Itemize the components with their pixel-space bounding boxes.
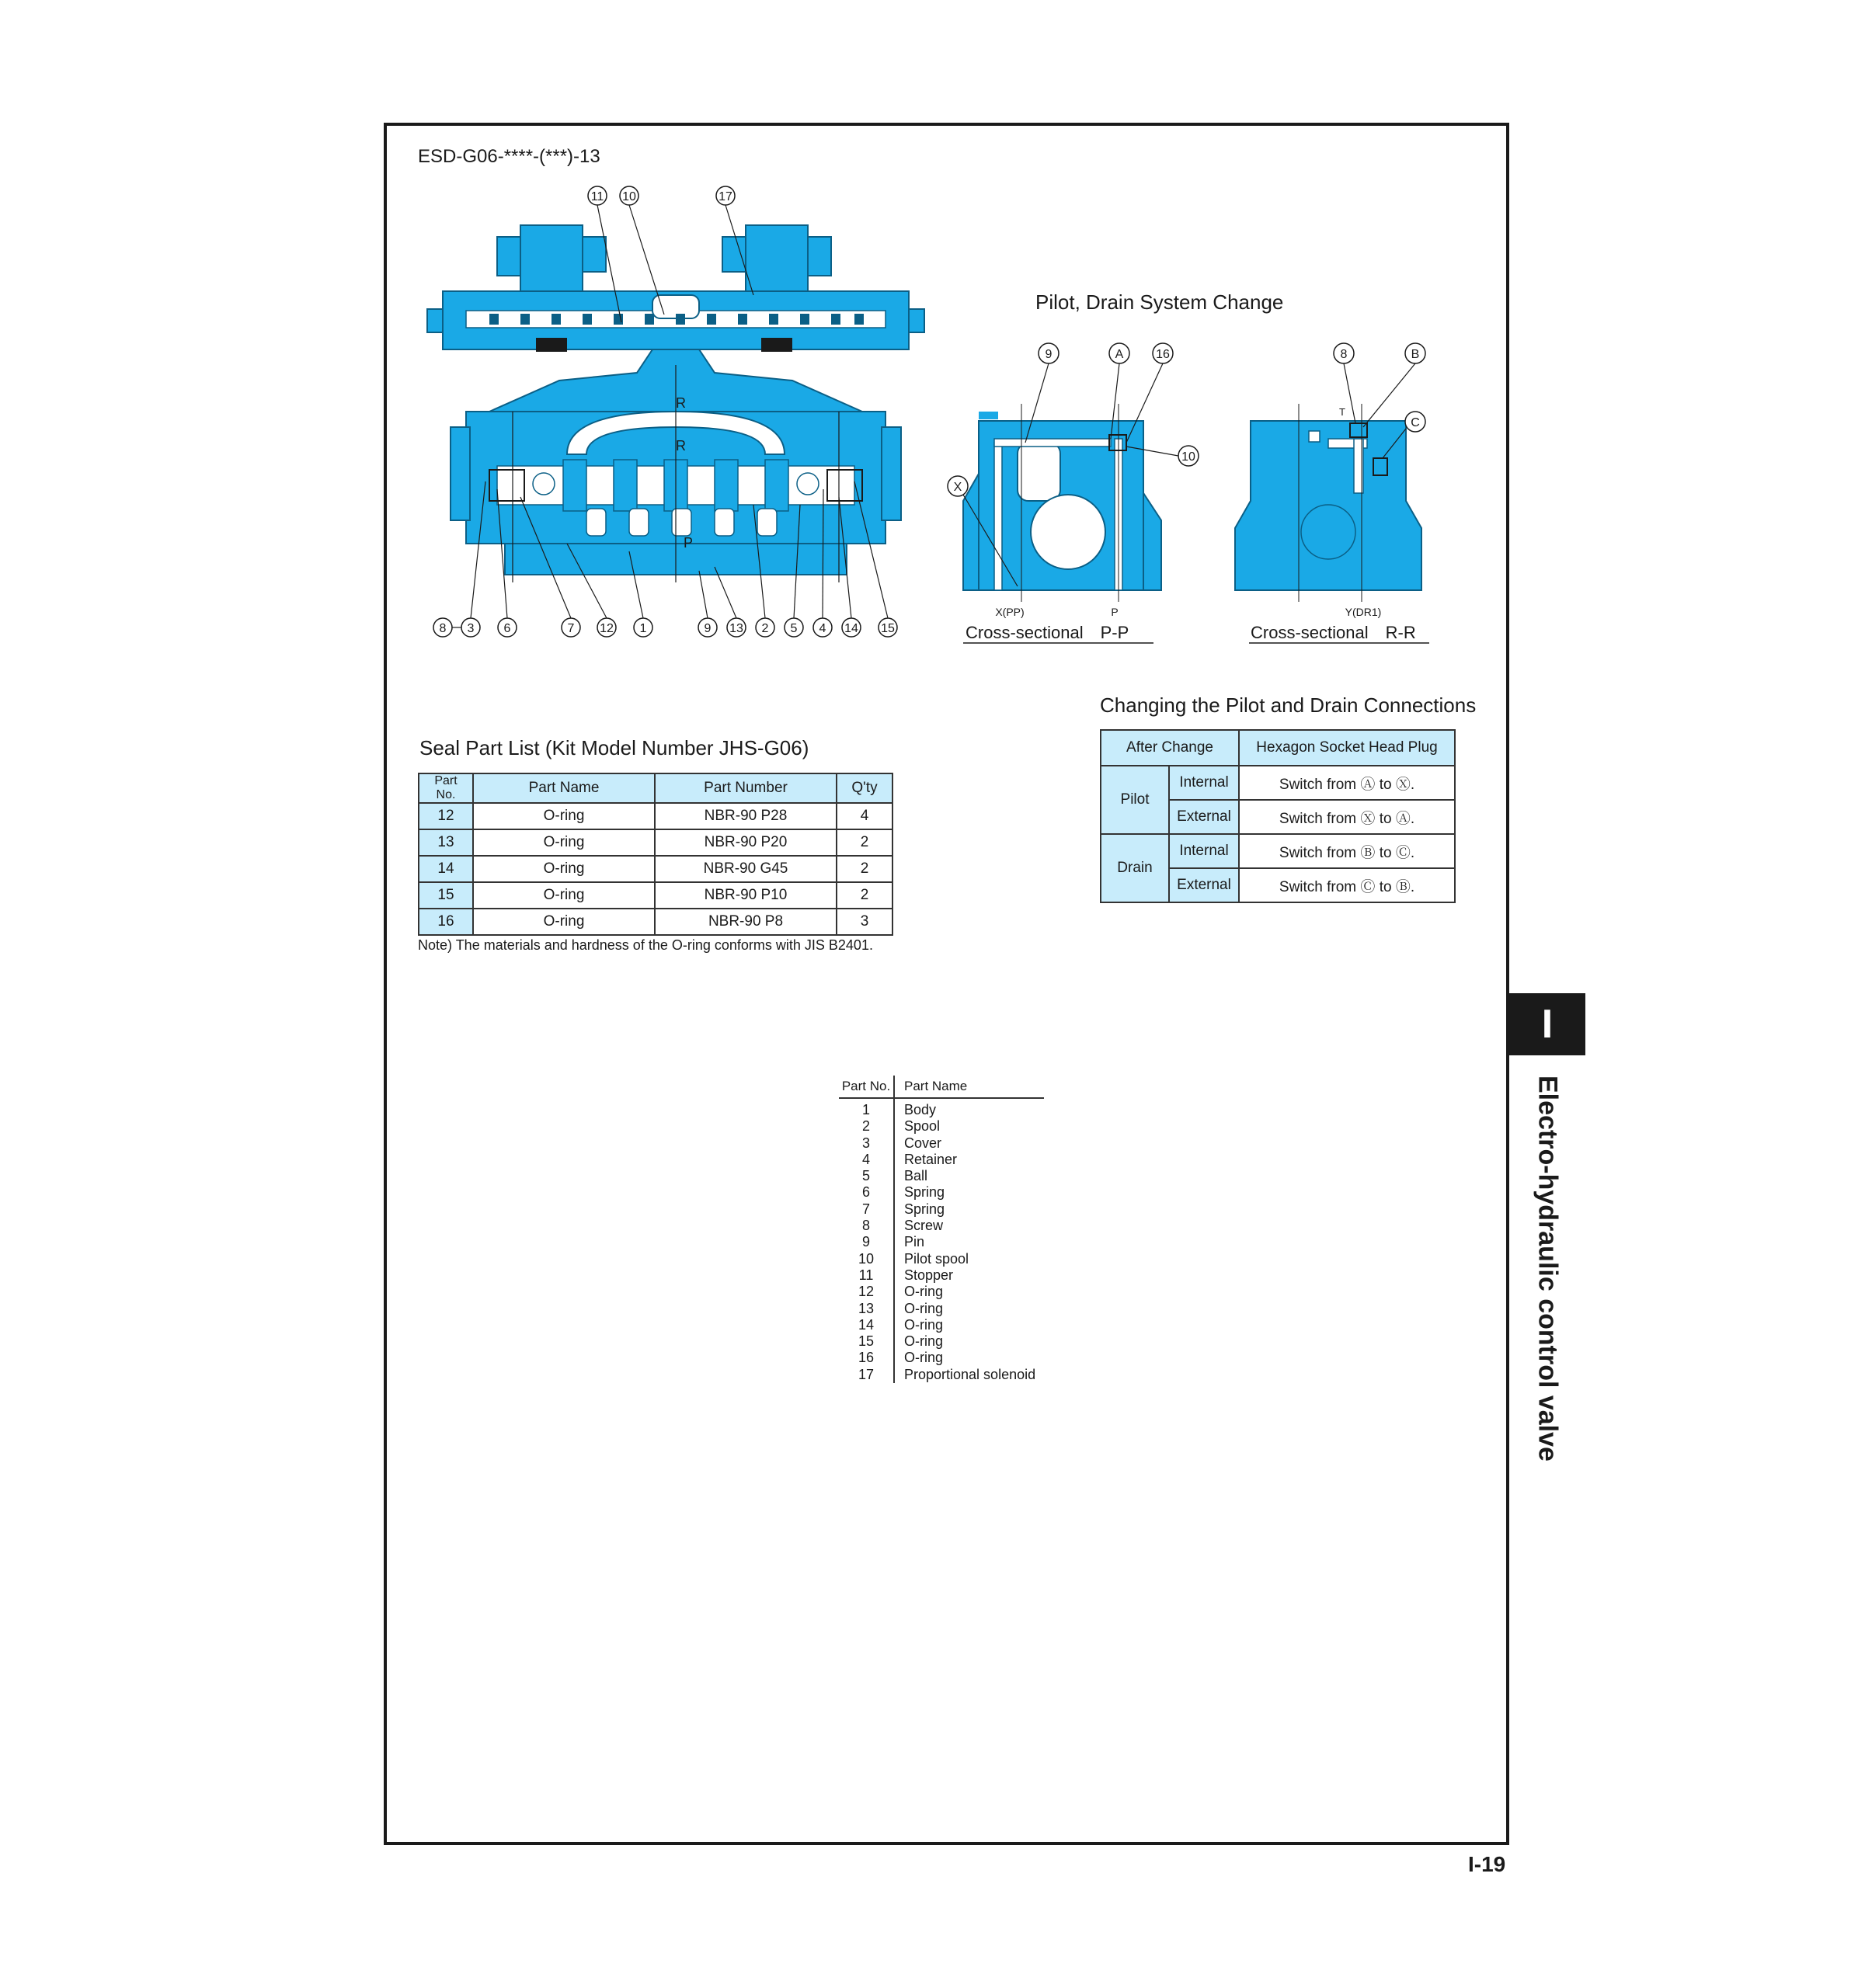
connections-drain-internal-action: Switch from Ⓑ to Ⓒ.	[1239, 834, 1455, 868]
callout-3: 3	[467, 622, 475, 635]
list-item	[839, 1152, 1044, 1168]
seal-cell: 3	[837, 909, 892, 935]
seal-cell: NBR-90 G45	[655, 856, 837, 882]
list-item	[839, 1201, 1044, 1218]
page-number: I-19	[1468, 1852, 1506, 1876]
list-item	[839, 1118, 1044, 1135]
part-name: Cover	[904, 1135, 942, 1151]
part-name: Spool	[904, 1118, 941, 1135]
part-name: Pin	[904, 1234, 925, 1250]
parts-list	[839, 1076, 1044, 1383]
part-no: 1	[839, 1099, 895, 1118]
solenoid-left	[497, 225, 606, 291]
callout-6: 6	[503, 622, 511, 635]
rr-callout-c: C	[1411, 416, 1420, 429]
chapter-tab: I	[1509, 993, 1585, 1055]
part-no: 2	[839, 1118, 895, 1135]
part-name: Spring	[904, 1184, 945, 1201]
pp-callout-16: 16	[1156, 348, 1170, 361]
rr-caption: Cross-sectional R-R	[1251, 623, 1416, 642]
connections-drain-external: External	[1169, 868, 1239, 902]
parts-header-name: Part Name	[904, 1079, 968, 1093]
seal-cell: 16	[419, 909, 473, 935]
chapter-tab-label	[1516, 1076, 1578, 1461]
list-item	[839, 1284, 1044, 1300]
seal-cell: NBR-90 P8	[655, 909, 837, 935]
callout-5: 5	[790, 622, 798, 635]
seal-cell: 13	[419, 829, 473, 856]
list-item	[839, 1350, 1044, 1366]
callout-15: 15	[881, 622, 895, 635]
table-row	[419, 882, 892, 909]
section-mark-p: P	[684, 535, 694, 551]
part-name: Pilot spool	[904, 1250, 969, 1267]
rr-port-ydr1: Y(DR1)	[1345, 606, 1382, 618]
part-no: 5	[839, 1168, 895, 1184]
part-no: 11	[839, 1267, 895, 1284]
callouts-bottom	[433, 618, 897, 637]
part-name: Retainer	[904, 1151, 958, 1167]
table-row	[419, 856, 892, 882]
seal-cell: NBR-90 P10	[655, 882, 837, 909]
seal-cell: 2	[837, 882, 892, 909]
section-pp-diagram	[963, 404, 1161, 602]
part-name: Proportional solenoid	[904, 1366, 1036, 1382]
seal-cell: 12	[419, 803, 473, 829]
callouts-top	[588, 186, 735, 205]
seal-cell: 15	[419, 882, 473, 909]
list-item	[839, 1234, 1044, 1250]
seal-cell: 14	[419, 856, 473, 882]
connections-group-pilot: Pilot	[1101, 766, 1169, 834]
list-item	[839, 1135, 1044, 1152]
part-name: O-ring	[904, 1284, 944, 1300]
connections-title: Changing the Pilot and Drain Connections	[1100, 693, 1477, 717]
part-no: 9	[839, 1234, 895, 1250]
part-name: O-ring	[904, 1333, 944, 1350]
callout-4: 4	[819, 622, 826, 635]
section-mark-r-lower: R	[676, 438, 686, 454]
list-item	[839, 1184, 1044, 1201]
part-name: Screw	[904, 1218, 944, 1234]
seal-cell: NBR-90 P28	[655, 803, 837, 829]
seal-cell: 2	[837, 856, 892, 882]
list-item	[839, 1367, 1044, 1383]
list-item	[839, 1251, 1044, 1267]
connections-table	[1100, 729, 1456, 903]
seal-cell: O-ring	[473, 829, 655, 856]
callout-13: 13	[729, 622, 743, 635]
part-name: Body	[904, 1102, 937, 1117]
callout-17: 17	[719, 190, 732, 203]
connections-header-after-change: After Change	[1101, 730, 1239, 766]
pp-callout-a: A	[1115, 348, 1124, 361]
pp-caption: Cross-sectional P-P	[966, 623, 1129, 642]
part-no: 16	[839, 1350, 895, 1366]
section-rr-diagram	[1235, 404, 1421, 602]
part-no: 15	[839, 1333, 895, 1350]
rr-port-t: T	[1339, 406, 1345, 418]
seal-header-qty: Q'ty	[837, 773, 892, 803]
seal-note: Note) The materials and hardness of the O-ring conforms with JIS B2401.	[418, 937, 873, 953]
part-no: 14	[839, 1317, 895, 1333]
parts-header-no: Part No.	[839, 1076, 895, 1097]
connections-pilot-external: External	[1169, 800, 1239, 834]
part-name: Ball	[904, 1168, 928, 1184]
table-row	[419, 909, 892, 935]
rr-callout-8: 8	[1340, 348, 1348, 361]
valve-cross-section-diagram	[419, 179, 948, 652]
callout-2: 2	[761, 622, 769, 635]
part-no: 4	[839, 1152, 895, 1168]
part-no: 12	[839, 1284, 895, 1300]
part-name: Stopper	[904, 1267, 954, 1283]
seal-cell: O-ring	[473, 882, 655, 909]
part-no: 10	[839, 1251, 895, 1267]
table-row	[419, 829, 892, 856]
pp-callout-x: X	[953, 481, 962, 494]
connections-header-plug: Hexagon Socket Head Plug	[1239, 730, 1455, 766]
part-no: 7	[839, 1201, 895, 1218]
seal-cell: O-ring	[473, 909, 655, 935]
list-item	[839, 1301, 1044, 1317]
connections-pilot-internal: Internal	[1169, 766, 1239, 800]
pilot-drain-title: Pilot, Drain System Change	[1035, 290, 1284, 314]
part-name: O-ring	[904, 1300, 944, 1316]
seal-header-part-number: Part Number	[655, 773, 837, 803]
solenoid-right	[722, 225, 831, 291]
part-no: 17	[839, 1367, 895, 1383]
part-no: 3	[839, 1135, 895, 1152]
list-item	[839, 1099, 1044, 1118]
connections-pilot-external-action: Switch from Ⓧ to Ⓐ.	[1239, 800, 1455, 834]
callout-9: 9	[704, 622, 712, 635]
part-name: O-ring	[904, 1316, 944, 1333]
pp-port-xpp: X(PP)	[995, 606, 1025, 618]
seal-cell: NBR-90 P20	[655, 829, 837, 856]
seal-header-part-no: Part No.	[419, 773, 473, 803]
list-item	[839, 1267, 1044, 1284]
table-row	[419, 803, 892, 829]
seal-cell: 4	[837, 803, 892, 829]
rr-callout-b: B	[1411, 348, 1420, 361]
callout-8: 8	[439, 622, 447, 635]
seal-part-table	[418, 773, 893, 936]
callout-14: 14	[844, 622, 858, 635]
callout-12: 12	[600, 622, 614, 635]
part-name: O-ring	[904, 1350, 944, 1366]
seal-cell: O-ring	[473, 803, 655, 829]
seal-list-title: Seal Part List (Kit Model Number JHS-G06)	[419, 736, 809, 759]
callout-11: 11	[590, 190, 604, 203]
callout-1: 1	[639, 622, 647, 635]
section-mark-r-upper: R	[676, 395, 686, 411]
pp-port-p: P	[1111, 606, 1119, 618]
connections-drain-internal: Internal	[1169, 834, 1239, 868]
seal-cell: O-ring	[473, 856, 655, 882]
chapter-title: Electro-hydraulic control valve	[1533, 1076, 1563, 1461]
callout-10: 10	[622, 190, 636, 203]
part-no: 13	[839, 1301, 895, 1317]
pilot-valve-section	[427, 291, 924, 352]
list-item	[839, 1317, 1044, 1333]
seal-header-part-name: Part Name	[473, 773, 655, 803]
callout-7: 7	[567, 622, 575, 635]
connections-pilot-internal-action: Switch from Ⓐ to Ⓧ.	[1239, 766, 1455, 800]
part-no: 8	[839, 1218, 895, 1234]
part-no: 6	[839, 1184, 895, 1201]
connections-group-drain: Drain	[1101, 834, 1169, 902]
list-item	[839, 1168, 1044, 1184]
model-code: ESD-G06-****-(***)-13	[418, 146, 600, 167]
seal-cell: 2	[837, 829, 892, 856]
connections-drain-external-action: Switch from Ⓒ to Ⓑ.	[1239, 868, 1455, 902]
pp-callout-10: 10	[1181, 450, 1195, 464]
part-name: Spring	[904, 1201, 945, 1217]
pp-callout-9: 9	[1045, 348, 1053, 361]
list-item	[839, 1218, 1044, 1234]
pilot-drain-diagrams	[940, 334, 1437, 645]
list-item	[839, 1333, 1044, 1350]
